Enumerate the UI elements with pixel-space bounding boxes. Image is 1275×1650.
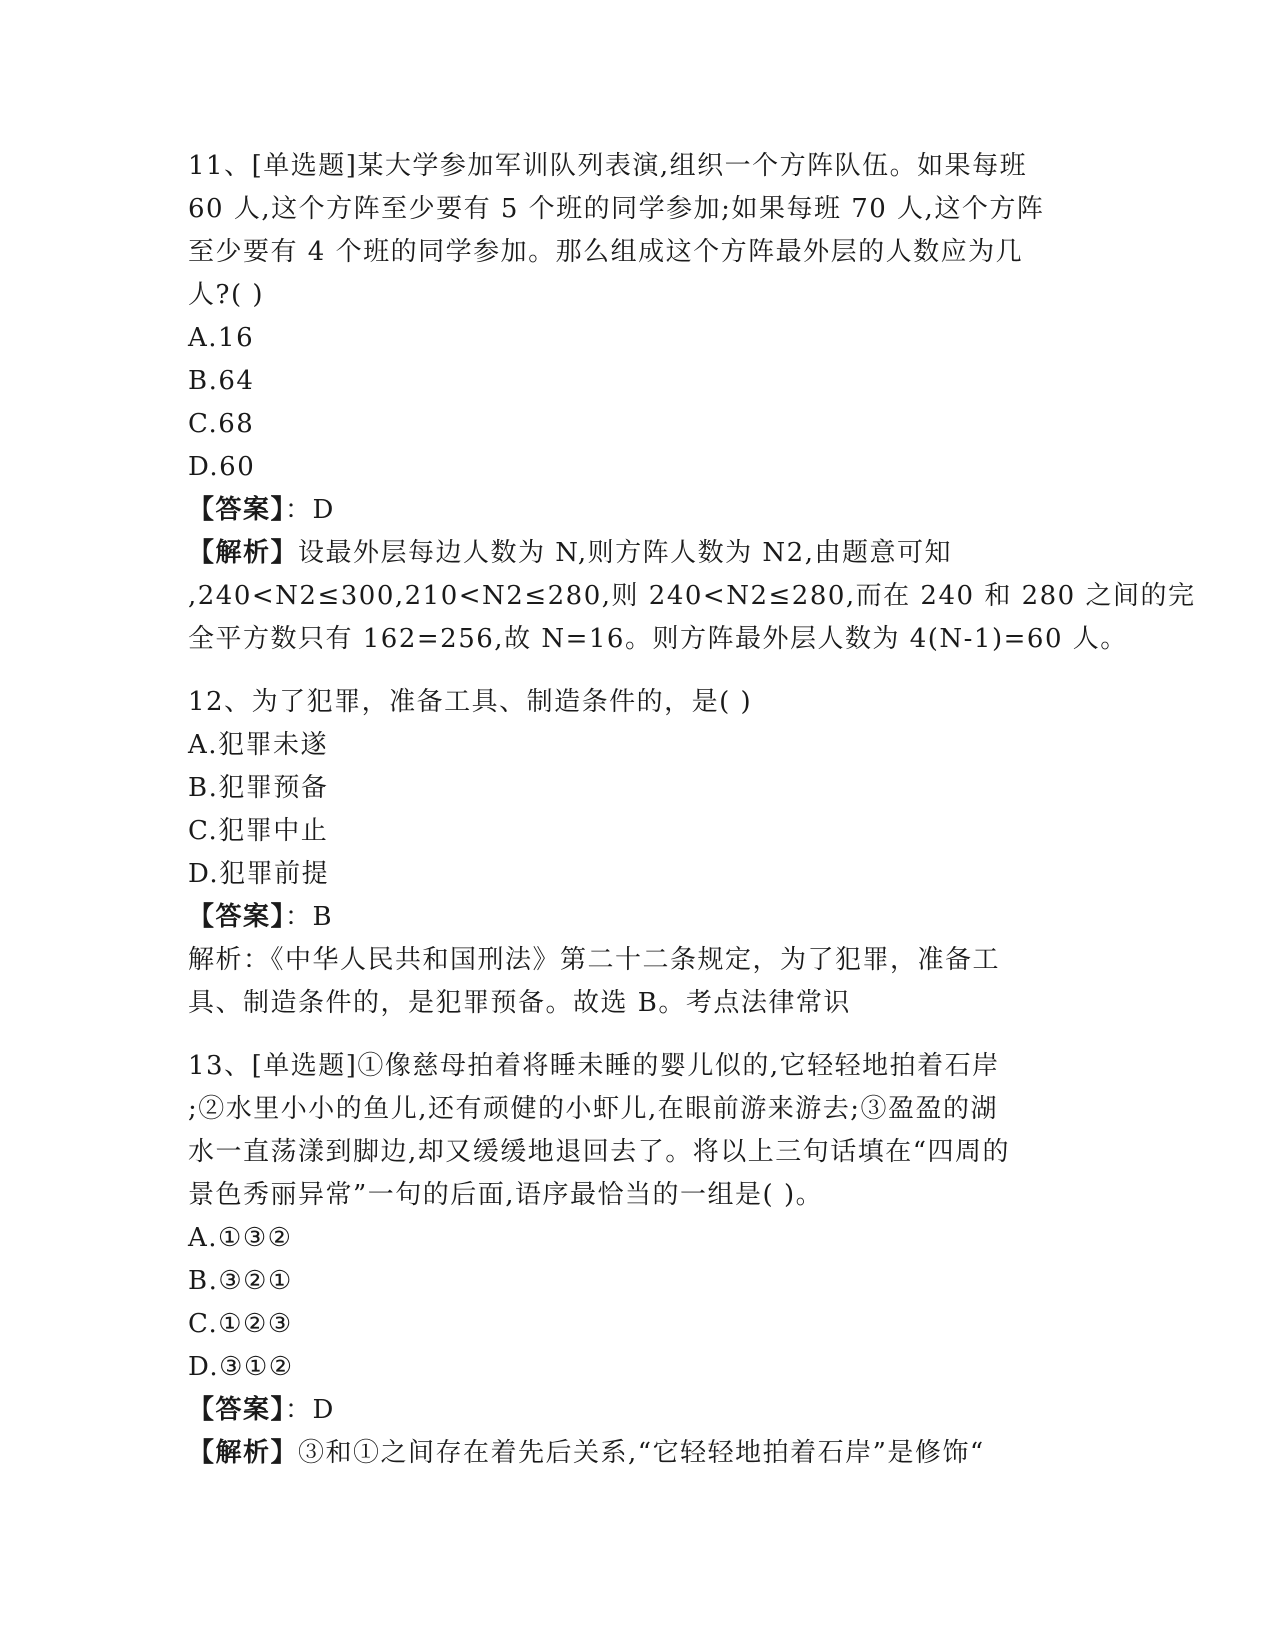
question-text-line: 景色秀丽异常”一句的后面,语序最恰当的一组是( )。 [188,1180,824,1210]
option-d: D.60 [188,452,256,482]
question-text-line: 11、[单选题]某大学参加军训队列表演,组织一个方阵队伍。如果每班 [188,151,1028,181]
analysis-text: ③和①之间存在着先后关系,“它轻轻地拍着石岸”是修饰“ [298,1438,985,1468]
question-spacer [188,661,1088,681]
question-13 [188,1045,1088,1475]
question-text-line: 12、为了犯罪，准备工具、制造条件的，是( ) [188,687,753,717]
analysis-line: ,240<N2≤300,210<N2≤280,则 240<N2≤280,而在 240 和 280 之间的完 [188,581,1196,611]
question-text-line: 人?( ) [188,280,264,310]
answer-value: ：D [285,495,335,525]
answer-value: ：B [285,902,334,932]
question-text-line: ;②水里小小的鱼儿,还有顽健的小虾儿,在眼前游来游去;③盈盈的湖 [188,1094,999,1124]
option-a: A.16 [188,323,255,353]
option-c: C.①②③ [188,1309,293,1339]
answer-line [188,896,1088,939]
option-c: C.犯罪中止 [188,816,329,846]
analysis-text: 设最外层每边人数为 N,则方阵人数为 N2,由题意可知 [298,538,952,568]
option-b: B.犯罪预备 [188,773,329,803]
document-page [188,145,1196,1475]
answer-label: 【答案】 [188,495,286,525]
analysis-line: 全平方数只有 162=256,故 N=16。则方阵最外层人数为 4(N-1)=60 人。 [188,624,1128,654]
analysis-line [188,1432,1088,1475]
answer-label: 【答案】 [188,1395,286,1425]
answer-label: 【答案】 [188,902,286,932]
question-text-line: 水一直荡漾到脚边,却又缓缓地退回去了。将以上三句话填在“四周的 [188,1137,1011,1167]
option-a: A.①③② [188,1223,293,1253]
question-12 [188,681,1088,1025]
analysis-line [188,532,1088,575]
option-b: B.③②① [188,1266,293,1296]
question-text-line: 60 人,这个方阵至少要有 5 个班的同学参加;如果每班 70 人,这个方阵 [188,194,1045,224]
option-a: A.犯罪未遂 [188,730,329,760]
question-spacer [188,1025,1088,1045]
question-text-line: 至少要有 4 个班的同学参加。那么组成这个方阵最外层的人数应为几 [188,237,1024,267]
answer-line [188,1389,1088,1432]
option-c: C.68 [188,409,255,439]
question-11 [188,145,1196,661]
question-text-line: 13、[单选题]①像慈母拍着将睡未睡的婴儿似的,它轻轻地拍着石岸 [188,1051,1000,1081]
analysis-line: 解析：《中华人民共和国刑法》第二十二条规定，为了犯罪，准备工 [188,945,1001,975]
analysis-line: 具、制造条件的，是犯罪预备。故选 B。考点法律常识 [188,988,851,1018]
answer-value: ：D [285,1395,335,1425]
option-d: D.犯罪前提 [188,859,330,889]
option-d: D.③①② [188,1352,294,1382]
answer-line [188,489,1088,532]
analysis-label: 【解析】 [188,538,299,568]
option-b: B.64 [188,366,255,396]
analysis-label: 【解析】 [188,1438,299,1468]
